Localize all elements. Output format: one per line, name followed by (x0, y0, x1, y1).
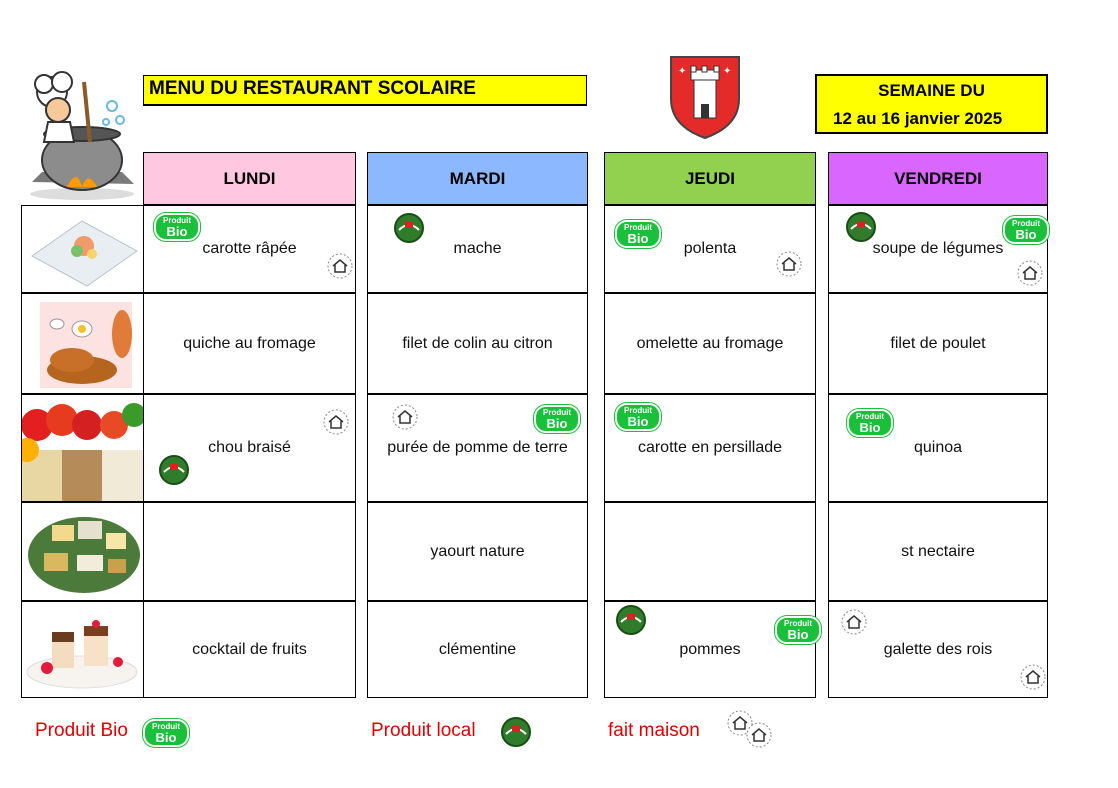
week-dates: 12 au 16 janvier 2025 (833, 109, 1003, 128)
menu-cell-lundi-dessert: cocktail de fruits (143, 601, 356, 698)
menu-cell-jeudi-side: carotte en persillade (604, 394, 816, 502)
menu-cell-mardi-main: filet de colin au citron (367, 293, 588, 394)
bio-badge-icon: Produit Bio (775, 616, 821, 644)
legend-bio-label: Produit Bio (35, 720, 128, 741)
bio-badge-icon: Produit Bio (615, 403, 661, 431)
menu-cell-lundi-side: chou braisé (143, 394, 356, 502)
menu-cell-vendredi-dessert: galette des rois (828, 601, 1048, 698)
local-product-icon (500, 716, 532, 748)
bio-badge-icon: Produit Bio (1003, 216, 1049, 244)
coat-of-arms-logo (668, 54, 742, 140)
bio-badge-icon: Produit Bio (847, 409, 893, 437)
bio-badge-icon: Produit Bio (534, 405, 580, 433)
page-title: MENU DU RESTAURANT SCOLAIRE (143, 75, 587, 106)
menu-cell-mardi-cheese: yaourt nature (367, 502, 588, 601)
homemade-icon (776, 251, 802, 277)
menu-cell-lundi-starter: carotte râpée (143, 205, 356, 293)
homemade-icon (746, 722, 772, 748)
menu-cell-mardi-starter: mache (367, 205, 588, 293)
menu-cell-vendredi-side: quinoa (828, 394, 1048, 502)
bio-badge-icon: Produit Bio (154, 213, 200, 241)
svg-text:✦: ✦ (723, 66, 732, 77)
week-box (815, 74, 1048, 134)
legend-homemade-label: fait maison (608, 720, 700, 741)
side-dish-image (21, 394, 144, 502)
day-header-vendredi: VENDREDI (828, 152, 1048, 205)
day-header-mardi: MARDI (367, 152, 588, 205)
menu-cell-lundi-cheese (143, 502, 356, 601)
menu-cell-vendredi-cheese: st nectaire (828, 502, 1048, 601)
chef-illustration (22, 62, 140, 202)
menu-cell-vendredi-main: filet de poulet (828, 293, 1048, 394)
homemade-icon (323, 409, 349, 435)
local-product-icon (845, 211, 877, 243)
homemade-icon (841, 609, 867, 635)
homemade-icon (1020, 664, 1046, 690)
menu-cell-jeudi-main: omelette au fromage (604, 293, 816, 394)
legend-local-label: Produit local (371, 720, 476, 741)
menu-cell-vendredi-starter: soupe de légumes (828, 205, 1048, 293)
local-product-icon (158, 454, 190, 486)
bio-badge-icon: Produit Bio (143, 719, 189, 747)
starter-image (21, 205, 144, 293)
homemade-icon (327, 253, 353, 279)
local-product-icon (393, 212, 425, 244)
menu-cell-jeudi-dessert: pommes (604, 601, 816, 698)
local-product-icon (615, 604, 647, 636)
bio-badge-icon: Produit Bio (615, 220, 661, 248)
menu-cell-jeudi-cheese (604, 502, 816, 601)
menu-cell-mardi-dessert: clémentine (367, 601, 588, 698)
menu-cell-lundi-main: quiche au fromage (143, 293, 356, 394)
day-header-jeudi: JEUDI (604, 152, 816, 205)
homemade-icon (1017, 260, 1043, 286)
dessert-image (21, 601, 144, 698)
menu-cell-mardi-side: purée de pomme de terre (367, 394, 588, 502)
menu-cell-jeudi-starter: polenta (604, 205, 816, 293)
homemade-icon (392, 404, 418, 430)
svg-text:✦: ✦ (678, 66, 687, 77)
cheese-image (21, 502, 144, 601)
day-header-lundi: LUNDI (143, 152, 356, 205)
week-label: SEMAINE DU (878, 81, 985, 100)
main-dish-image (21, 293, 144, 394)
